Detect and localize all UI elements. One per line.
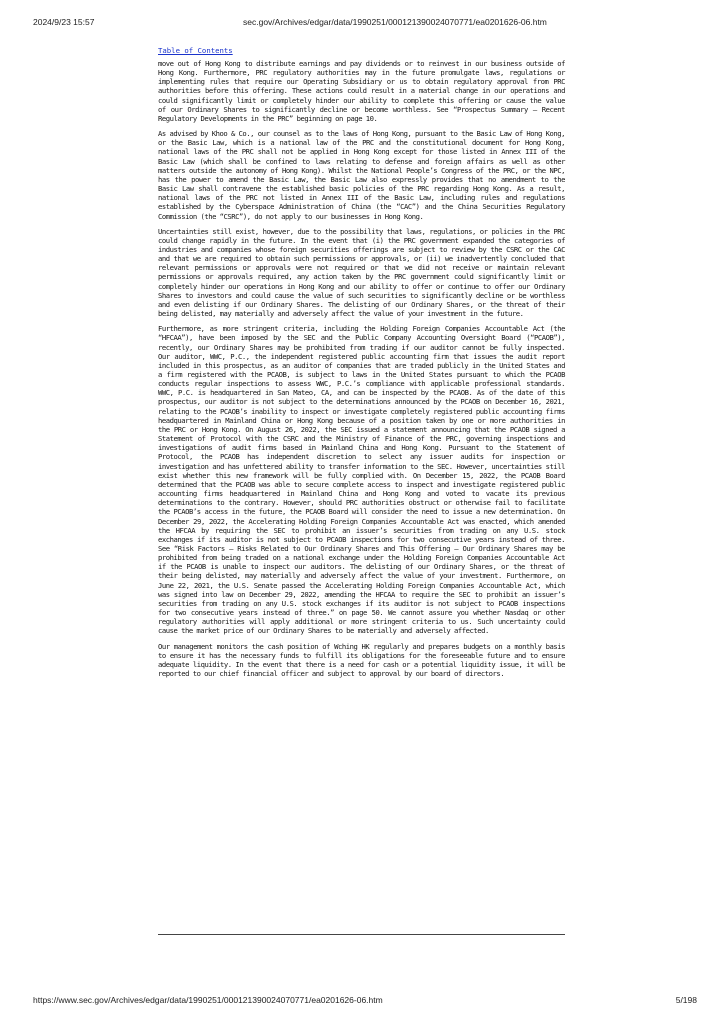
paragraph-hong-kong-dividends: move out of Hong Kong to distribute earnings and pay dividends or to reinvest in our business outside of Hong Kong. Furthermore, PRC regulatory authorities may in the future promulgate laws, regulations or implementing rules that require our Operating Subsidiary or us to obtain regulatory approval from PRC authorities before this offering. These actions could result in a material change in our operations and could significantly limit or completely hinder our ability to complete this offering or cause the value of our Ordinary Shares to significantly decline or become worthless. See “Prospectus Summary — Recent Regulatory Developments in the PRC” beginning on page 10. — [158, 59, 565, 123]
print-page-indicator: 5/198 — [675, 995, 697, 1005]
paragraph-hfcaa-pcaob: Furthermore, as more stringent criteria, including the Holding Foreign Companies Accountable Act (the “HFCAA”), have been imposed by the SEC and the Public Company Accounting Oversight Board (“PCAOB”), recently, our Ordinary Shares may be prohibited from trading if our auditor cannot be fully inspected. Our auditor, WWC, P.C., the independent registered public accounting firm that issues the audit report included in this prospectus, as an auditor of companies that are traded publicly in the United States and a firm registered with the PCAOB, is subject to laws in the United States pursuant to which the PCAOB conducts regular inspections to assess WWC, P.C.’s compliance with applicable professional standards. WWC, P.C. is headquartered in San Mateo, CA, and can be inspected by the PCAOB. As of the date of this prospectus, our auditor is not subject to the determinations announced by the PCAOB on December 16, 2021, relating to the PCAOB’s inability to inspect or investigate completely registered public accounting firms headquartered in Mainland China or Hong Kong because of a position taken by one or more authorities in the PRC or Hong Kong. On August 26, 2022, the SEC issued a statement announcing that the PCAOB signed a Statement of Protocol with the CSRC and the Ministry of Finance of the PRC, governing inspections and investigations of audit firms based in Mainland China and Hong Kong. Pursuant to the Statement of Protocol, the PCAOB has independent discretion to select any issuer audits for inspection or investigation and has unfettered ability to transfer information to the SEC. However, uncertainties still exist whether this new framework will be fully complied with. On December 15, 2022, the PCAOB Board determined that the PCAOB was able to secure complete access to inspect and investigate registered public accounting firms headquartered in Mainland China and Hong Kong and voted to vacate its previous determinations to the contrary. However, should PRC authorities obstruct or otherwise fail to facilitate the PCAOB’s access in the future, the PCAOB Board will consider the need to issue a new determination. On December 29, 2022, the Accelerating Holding Foreign Companies Accountable Act was enacted, which amended the HFCAA by requiring the SEC to prohibit an issuer’s securities from trading on any U.S. stock exchanges if its auditor is not subject to PCAOB inspections for two consecutive years instead of three. See “Risk Factors — Risks Related to Our Ordinary Shares and This Offering — Our Ordinary Shares may be prohibited from being traded on a national exchange under the Holding Foreign Companies Accountable Act if the PCAOB is unable to inspect our auditors. The delisting of our Ordinary Shares, or the threat of their being delisted, may materially and adversely affect the value of your investment. Furthermore, on June 22, 2021, the U.S. Senate passed the Accelerating Holding Foreign Companies Accountable Act, which was signed into law on December 29, 2022, amending the HFCAA to require the SEC to prohibit an issuer’s securities from trading on any U.S. stock exchanges if its auditor is not subject to PCAOB inspections for two consecutive years instead of three.” on page 50. We cannot assure you whether Nasdaq or other regulatory authorities will apply additional or more stringent criteria to us. Such uncertainty could cause the market price of our Ordinary Shares to be materially and adversely affected. — [158, 324, 565, 636]
paragraph-basic-law: As advised by Khoo & Co., our counsel as to the laws of Hong Kong, pursuant to the Basic Law of Hong Kong, or the Basic Law, which is a national law of the PRC and the constitutional document for Hong Kong, national laws of the PRC shall not be applied in Hong Kong except for those listed in Annex III of the Basic Law (which shall be confined to laws relating to defense and foreign affairs as well as other matters outside the autonomy of Hong Kong). Whilst the National People’s Congress of the PRC, or the NPC, has the power to amend the Basic Law, the Basic Law also expressly provides that no amendment to the Basic Law shall contravene the established basic policies of the PRC regarding Hong Kong. As a result, national laws of the PRC not listed in Annex III of the Basic Law, including rules and regulations established by the Cyberspace Administration of China (the “CAC”) and the China Securities Regulatory Commission (the “CSRC”), do not apply to our businesses in Hong Kong. — [158, 129, 565, 221]
paragraph-cash-management: Our management monitors the cash position of Wching HK regularly and prepares budgets on a monthly basis to ensure it has the necessary funds to fulfill its obligations for the foreseeable future and to ensure adequate liquidity. In the event that there is a need for cash or a potential liquidity issue, it will be reported to our chief financial officer and subject to approval by our board of directors. — [158, 641, 565, 678]
section-divider — [158, 934, 565, 935]
print-page-title: sec.gov/Archives/edgar/data/1990251/000121390024070771/ea0201626-06.htm — [243, 17, 547, 27]
paragraph-uncertainties: Uncertainties still exist, however, due to the possibility that laws, regulations, or policies in the PRC could change rapidly in the future. In the event that (i) the PRC government expanded the categories of industries and companies whose foreign securities offerings are subject to review by the CSRC or the CAC and that we are required to obtain such permissions or approvals, or (ii) we inadvertently concluded that relevant permissions or approvals were not required or that we did not receive or maintain relevant permissions or approvals required, any action taken by the PRC government could significantly limit or completely hinder our operations in Hong Kong and our ability to offer or continue to offer our Ordinary Shares to investors and could cause the value of such securities to significantly decline or be worthless and even delisting if our Ordinary Shares. The delisting of our Ordinary Shares, or the threat of their being delisted, may materially and adversely affect the value of your investment in the future. — [158, 226, 565, 319]
print-datetime: 2024/9/23 15:57 — [33, 17, 95, 27]
table-of-contents-link[interactable]: Table of Contents — [158, 46, 233, 55]
document-body — [158, 40, 565, 684]
print-url: https://www.sec.gov/Archives/edgar/data/1990251/000121390024070771/ea0201626-06.htm — [33, 995, 383, 1005]
print-footer — [0, 995, 724, 1007]
print-header — [0, 17, 724, 29]
